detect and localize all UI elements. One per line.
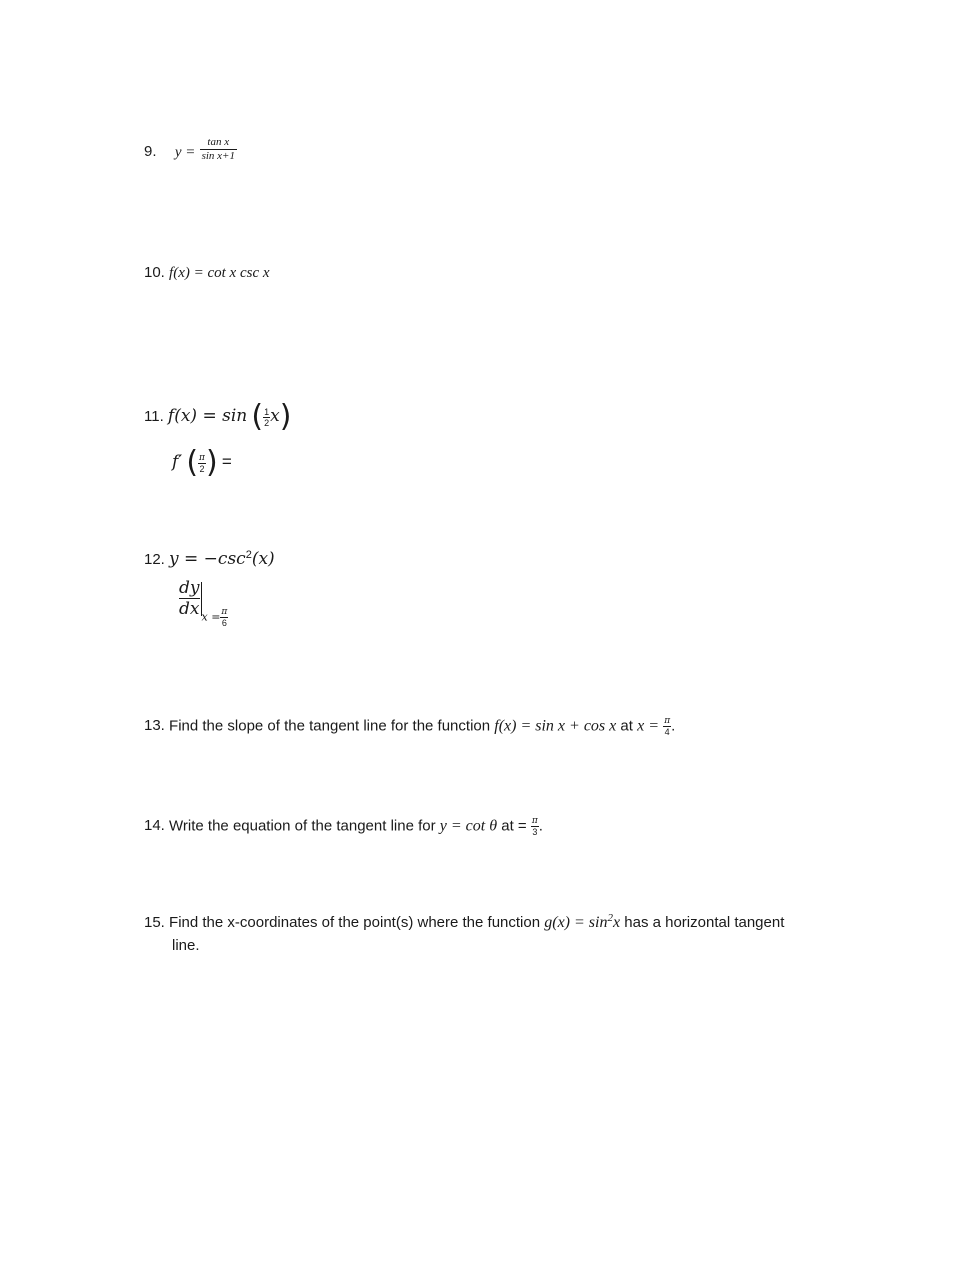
- x-equals: x =: [637, 717, 660, 735]
- denominator: dx: [179, 599, 200, 619]
- problem-text-tail: has a horizontal tangent: [620, 914, 785, 931]
- variable: x: [270, 405, 280, 426]
- problem-text: Find the x-coordinates of the point(s) where the function: [169, 914, 545, 931]
- exponent: 2: [245, 549, 252, 561]
- close-paren: ): [205, 445, 218, 480]
- problem-9: [144, 136, 237, 163]
- eval-var: x =: [201, 610, 221, 624]
- pi-fraction: [531, 816, 539, 837]
- problem-number: 13.: [144, 717, 165, 735]
- numerator: dy: [179, 578, 200, 598]
- problem-text-continued: line.: [172, 937, 200, 954]
- close-paren: ): [279, 399, 292, 434]
- numerator: tan x: [200, 136, 237, 150]
- problem-10: [144, 263, 270, 283]
- function: f(x) = sin x + cos x: [494, 717, 617, 735]
- problem-number: 12.: [144, 551, 165, 568]
- period: .: [671, 717, 676, 735]
- expression-tail: (x): [251, 549, 275, 569]
- at-text: at =: [497, 817, 527, 835]
- numerator: π: [199, 452, 205, 463]
- eval-numerator: π: [221, 607, 228, 618]
- equals: =: [221, 451, 232, 471]
- problem-11-derivative: [172, 445, 232, 480]
- f-prime: f′: [172, 451, 183, 472]
- function: y = cot θ: [439, 817, 498, 835]
- pi-fraction: [663, 716, 671, 737]
- denominator: 2: [199, 463, 205, 474]
- denominator: sin x+1: [201, 150, 235, 162]
- problem-15-line2: [172, 936, 200, 956]
- derivative-fraction: [179, 578, 200, 619]
- at-text: at: [616, 717, 638, 735]
- problem-number: 15.: [144, 914, 165, 931]
- open-paren: (: [251, 399, 264, 434]
- problem-text: Find the slope of the tangent line for the function: [169, 717, 495, 735]
- pi-numerator: π: [664, 716, 671, 726]
- fraction: [200, 136, 237, 163]
- evaluation-point: [202, 607, 229, 628]
- numerator: 1: [264, 406, 270, 417]
- open-paren: (: [186, 445, 199, 480]
- problem-14: [144, 816, 543, 837]
- problem-number: 10.: [144, 264, 165, 281]
- expression: f(x) = cot x csc x: [169, 265, 270, 281]
- problem-number: 11.: [144, 407, 164, 425]
- lhs: y =: [174, 144, 196, 161]
- problem-11: [144, 399, 292, 434]
- pi-denominator: 3: [532, 827, 538, 837]
- period: .: [538, 817, 543, 835]
- eval-denominator: 6: [221, 618, 227, 629]
- problem-number: 14.: [144, 817, 165, 835]
- problem-15: [144, 913, 784, 933]
- variable: x: [612, 914, 621, 931]
- problem-13: [144, 716, 675, 737]
- problem-number: 9.: [144, 143, 157, 161]
- pi-denominator: 4: [664, 727, 670, 737]
- denominator: 2: [264, 417, 270, 428]
- eval-fraction: [220, 607, 228, 628]
- function: g(x) = sin: [544, 914, 608, 931]
- lhs: f(x) = sin: [167, 405, 248, 426]
- pi-numerator: π: [531, 816, 538, 826]
- expression: y = −csc: [169, 549, 246, 569]
- problem-text: Write the equation of the tangent line for: [169, 817, 440, 835]
- problem-12: [144, 549, 275, 570]
- problem-12-derivative: [179, 578, 228, 628]
- fraction: [198, 453, 206, 474]
- exponent: 2: [607, 912, 613, 924]
